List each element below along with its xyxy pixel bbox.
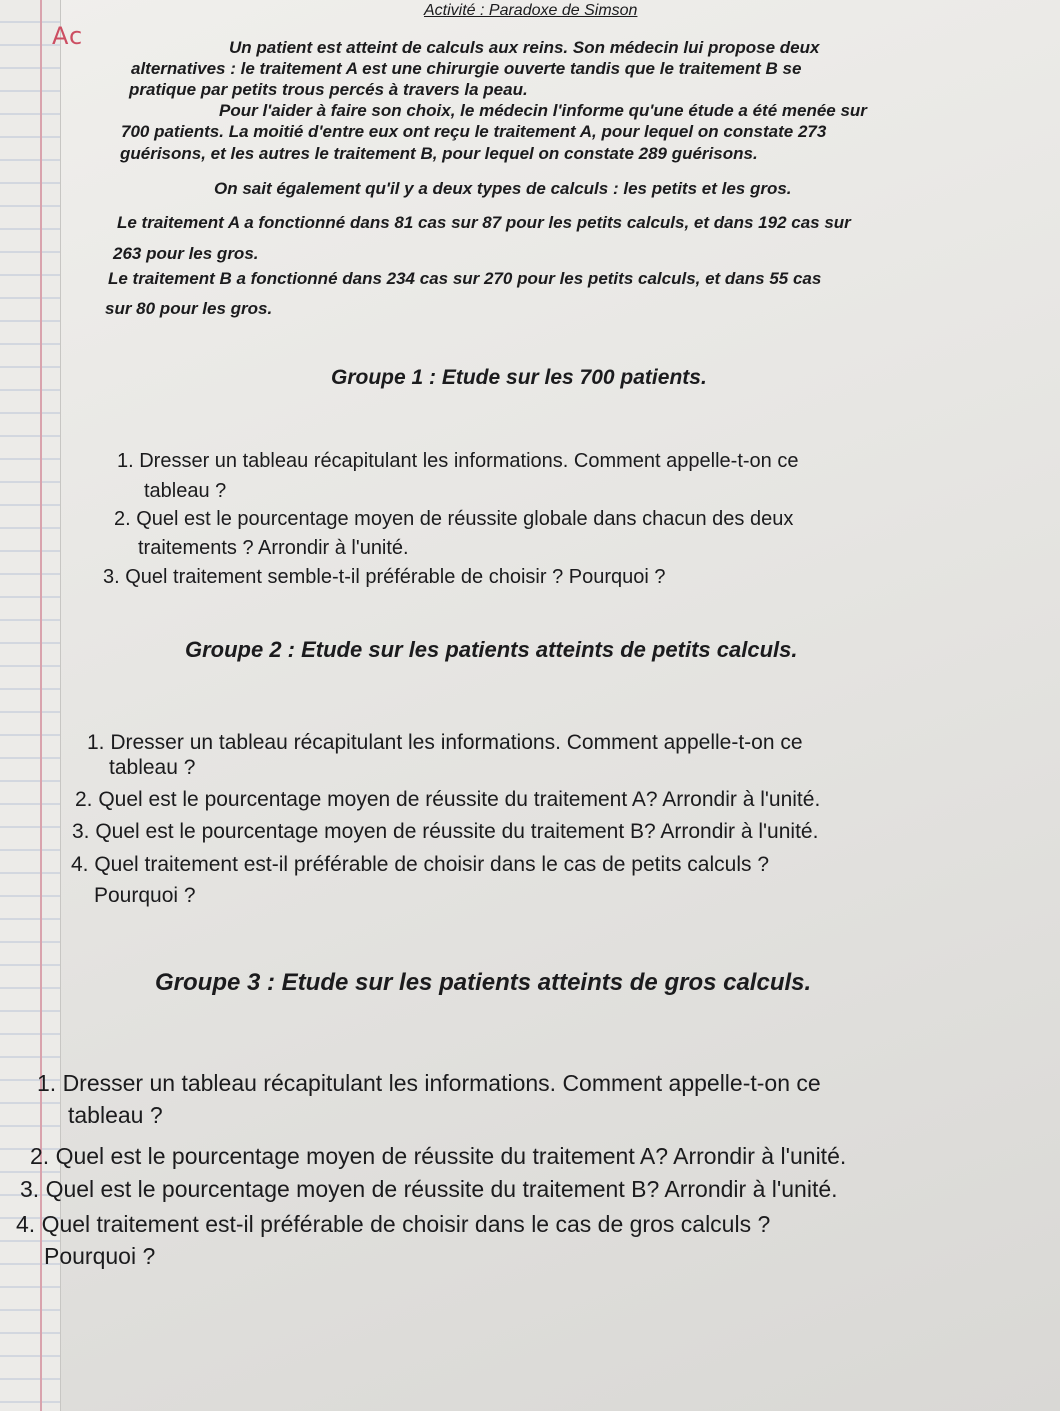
group-2-question-line: tableau ?	[109, 756, 196, 779]
group-1-question-line: traitements ? Arrondir à l'unité.	[138, 537, 409, 559]
group-1-title: Groupe 1 : Etude sur les 700 patients.	[331, 366, 707, 389]
group-2-question-line: Pourquoi ?	[94, 884, 196, 907]
intro-line: pratique par petits trous percés à travers la peau.	[129, 80, 528, 99]
group-3-question-line: 4. Quel traitement est-il préférable de choisir dans le cas de gros calculs ?	[16, 1211, 771, 1237]
group-3-title: Groupe 3 : Etude sur les patients atteints de gros calculs.	[155, 969, 812, 996]
group-1-question-line: 1. Dresser un tableau récapitulant les informations. Comment appelle-t-on ce	[117, 450, 799, 472]
group-1-question-line: 3. Quel traitement semble-t-il préférable de choisir ? Pourquoi ?	[103, 566, 666, 588]
activity-title: Activité : Paradoxe de Simson	[424, 2, 638, 19]
group-2-question-line: 1. Dresser un tableau récapitulant les informations. Comment appelle-t-on ce	[87, 731, 803, 754]
intro-line: 263 pour les gros.	[113, 244, 259, 263]
group-1-question-line: 2. Quel est le pourcentage moyen de réussite globale dans chacun des deux	[114, 508, 794, 530]
group-3-question-line: 3. Quel est le pourcentage moyen de réussite du traitement B? Arrondir à l'unité.	[20, 1176, 838, 1202]
group-2-question-line: 3. Quel est le pourcentage moyen de réussite du traitement B? Arrondir à l'unité.	[72, 820, 819, 843]
intro-line: guérisons, et les autres le traitement B, pour lequel on constate 289 guérisons.	[120, 144, 758, 163]
intro-line: alternatives : le traitement A est une chirurgie ouverte tandis que le traitement B se	[131, 59, 802, 78]
group-2-question-line: 2. Quel est le pourcentage moyen de réussite du traitement A? Arrondir à l'unité.	[75, 788, 821, 811]
intro-line: sur 80 pour les gros.	[105, 299, 273, 318]
group-1-question-line: tableau ?	[144, 480, 227, 502]
intro-line: On sait également qu'il y a deux types de calculs : les petits et les gros.	[214, 179, 792, 198]
intro-line: Le traitement A a fonctionné dans 81 cas sur 87 pour les petits calculs, et dans 192 cas sur	[117, 213, 851, 232]
group-3-question-line: tableau ?	[68, 1102, 163, 1128]
intro-line: Le traitement B a fonctionné dans 234 cas sur 270 pour les petits calculs, et dans 55 cas	[108, 269, 822, 288]
group-3-question-line: Pourquoi ?	[44, 1243, 156, 1269]
handwritten-margin-mark: Ac	[52, 22, 84, 50]
group-2-question-line: 4. Quel traitement est-il préférable de choisir dans le cas de petits calculs ?	[71, 853, 770, 876]
intro-line: 700 patients. La moitié d'entre eux ont reçu le traitement A, pour lequel on constate 273	[121, 122, 827, 141]
group-3-question-line: 1. Dresser un tableau récapitulant les informations. Comment appelle-t-on ce	[37, 1070, 821, 1096]
group-3-question-line: 2. Quel est le pourcentage moyen de réussite du traitement A? Arrondir à l'unité.	[30, 1143, 847, 1169]
group-2-title: Groupe 2 : Etude sur les patients atteints de petits calculs.	[185, 637, 798, 662]
intro-line: Pour l'aider à faire son choix, le médecin l'informe qu'une étude a été menée sur	[219, 101, 867, 120]
intro-line: Un patient est atteint de calculs aux reins. Son médecin lui propose deux	[229, 38, 820, 57]
